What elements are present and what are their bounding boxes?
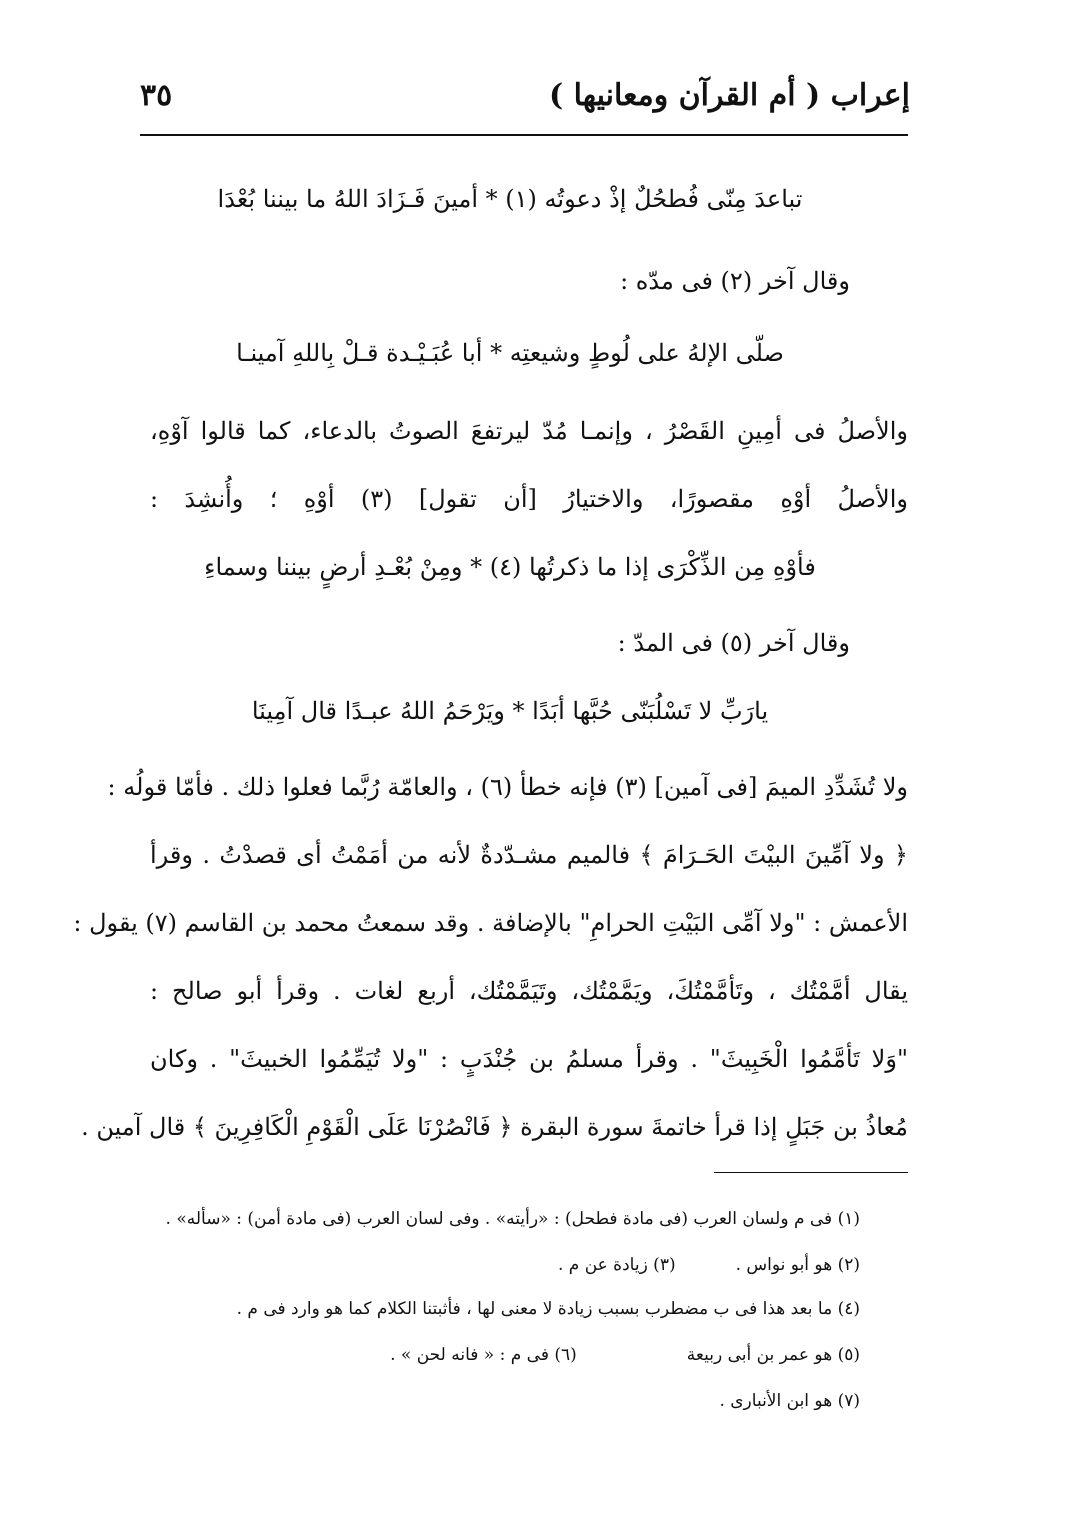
- body-line: "وَلا تَأمَّمُوا الْخَبِيثَ" . وقرأ مسلمُ بن جُنْدَبٍ : "ولا تُيَمِّمُوا الخبيثَ" . وكان: [150, 1045, 908, 1073]
- verse-line: صلّى الإلهُ على لُوطٍ وشيعتِه * أبا عُبَـيْـدة قـلْ بِاللهِ آمينـا: [236, 339, 784, 367]
- footnote: [390, 1342, 860, 1368]
- footnote-text: (٣) زيادة عن م .: [557, 1255, 676, 1275]
- body-line: مُعاذُ بن جَبَلٍ إذا قرأ خاتمةَ سورة البقرة ﴿ فَانْصُرْنَا عَلَى الْقَوْمِ الْكَافِرِينَ ﴾ قال آمين .: [81, 1113, 908, 1141]
- footnote-text: (١) فى م ولسان العرب (فى مادة فطحل) : «رأيته» . وفى لسان العرب (فى مادة أمن) : «سأله» .: [165, 1209, 860, 1229]
- running-title: إعراب ( أم القرآن ومعانيها ): [549, 78, 910, 113]
- footnote-text: (٧) هو ابن الأنبارى .: [719, 1391, 860, 1411]
- footnote-text: (٥) هو عمر بن أبى ربيعة: [686, 1345, 860, 1365]
- footnote: [166, 1206, 860, 1232]
- body-line: ولا تُشَدِّدِ الميمَ [فى آمين] (٣) فإنه خطأ (٦) ، والعامّة رُبَّما فعلوا ذلك . فأمّا قولُه :: [107, 773, 908, 801]
- footnote-text: (٢) هو أبو نواس .: [735, 1255, 860, 1275]
- verse-line: تباعدَ مِنّى فُطحُلٌ إذْ دعوتُه (١) * أمينَ فَـزَادَ اللهُ ما بيننا بُعْدَا: [217, 185, 803, 213]
- body-line: ﴿ ولا آمِّينَ البيْتَ الحَـرَامَ ﴾ فالميم مشـدّدةٌ لأنه من أمَمْتُ أى قصدْتُ . وقرأ: [150, 841, 908, 869]
- footnote-text: (٦) فى م : « فانه لحن » .: [390, 1345, 577, 1365]
- page-number: ٣٥: [140, 78, 173, 113]
- page-header: [140, 78, 910, 122]
- verse-intro: وقال آخر (٢) فى مدّه :: [620, 267, 850, 295]
- body-line: الأعمش : "ولا آمِّى البَيْتِ الحرامِ" بالإضافة . وقد سمعتُ محمد بن القاسم (٧) يقول :: [73, 909, 908, 937]
- verse-intro: وقال آخر (٥) فى المدّ :: [617, 629, 850, 657]
- body-line: والأصلُ فى أمِينِ القَصْرُ ، وإنمـا مُدّ ليرتفعَ الصوتُ بالدعاء، كما قالوا آوْهِ،: [150, 417, 908, 445]
- verse-line: فأوْهِ مِن الذِّكْرَى إذا ما ذكرتُها (٤) * ومِنْ بُعْـدِ أرضٍ بيننا وسماءِ: [204, 553, 816, 581]
- footnote: [719, 1388, 860, 1414]
- verse-line: يارَبِّ لا تَسْلُبَنّى حُبَّها أبَدًا * ويَرْحَمُ اللهُ عبـدًا قال آمِينَا: [251, 697, 769, 725]
- footnote-rule: [714, 1172, 908, 1173]
- footnote-text: (٤) ما بعد هذا فى ب مضطرب بسبب زيادة لا معنى لها ، فأثبتنا الكلام كما هو وارد فى م .: [236, 1299, 860, 1319]
- footnote: [558, 1252, 860, 1278]
- body-line: والأصلُ أوْهِ مقصورًا، والاختيارُ [أن تقول] (٣) أوْهِ ؛ وأُنشِدَ :: [150, 485, 909, 513]
- footnote: [237, 1296, 860, 1322]
- header-rule: [140, 134, 908, 136]
- body-line: يقال أمَّمْتُك ، وتَأمَّمْتُكَ، ويَمَّمْتُك، وتَيَمَّمْتُك، أربع لغات . وقرأ أبو صالح :: [150, 977, 908, 1005]
